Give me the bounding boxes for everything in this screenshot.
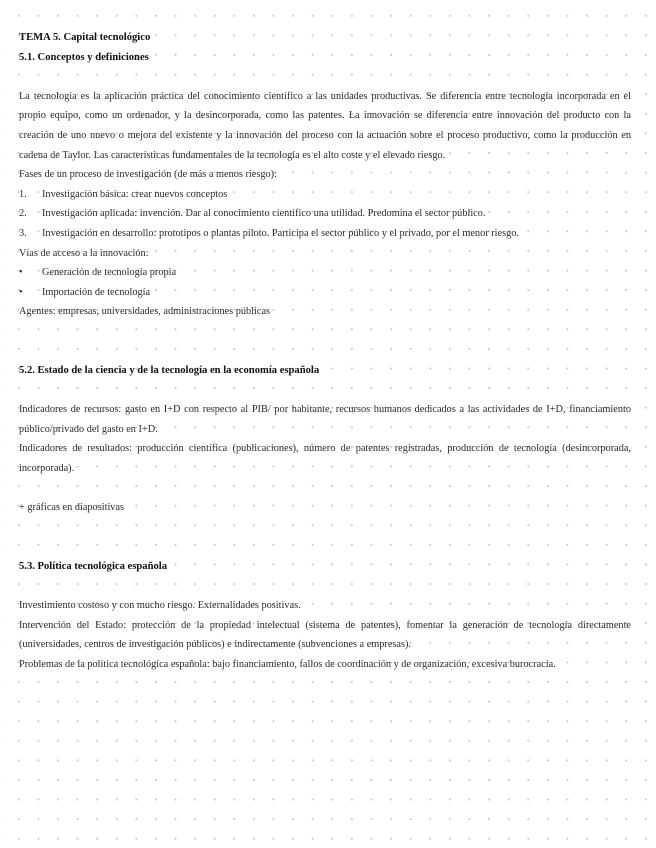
section-1-intro: La tecnología es la aplicación práctica del conocimiento científico a las unidades productivas. Se diferencia entre tecnología incorporada en el propio equipo, como un ordenador, y la desincorporada, como las patentes. La innovación se diferencia entre innovación del producto con la creación de uno nuevo o mejora del existente y la innovación del proceso con la actuación sobre el proceso productivo, como la producción en cadena de Taylor. Las características fundamentales de la tecnología es el alto coste y el elevado riesgo. (19, 90, 631, 161)
list-item (19, 204, 631, 224)
section-2-paragraph-1: Indicadores de recursos: gasto en I+D con respecto al PIB/ por habitante, recursos humanos dedicados a las actividades de I+D, financiamiento público/privado del gasto en I+D. (19, 404, 631, 435)
section-3-heading: 5.3. Política tecnológica española (19, 561, 168, 573)
document-title: TEMA 5. Capital tecnológico (19, 32, 151, 43)
spacer (19, 67, 631, 87)
section-3-paragraph-3: Problemas de la política tecnológica española: bajo financiamiento, fallos de coordinación y de organización, excesiva burocracia. (19, 659, 556, 670)
list-marker: 3. (19, 227, 27, 239)
list-marker: 2. (19, 208, 27, 220)
phases-list (19, 185, 631, 244)
bullet-icon: • (19, 286, 23, 298)
access-label: Vías de acceso a la innovación: (19, 247, 149, 259)
agents-line: Agentes: empresas, universidades, administraciones públicas (19, 306, 271, 318)
list-item-text: Importación de tecnología (42, 286, 151, 298)
phases-label: Fases de un proceso de investigación (de más a menos riesgo): (19, 169, 277, 181)
list-item (19, 185, 631, 205)
spacer (19, 381, 631, 401)
list-item-text: Generación de tecnología propia (42, 267, 177, 279)
section-3-paragraph-1: Investimiento costoso y con mucho riesgo. Externalidades positivas. (19, 600, 301, 612)
list-item (19, 263, 631, 283)
list-item-text: Investigación en desarrollo: prototipos o plantas piloto. Participa el sector público y el privado, por el menor riesgo. (42, 227, 519, 239)
list-item-text: Investigación aplicada: invención. Dar al conocimiento científico una utilidad. Predomina el sector público. (42, 208, 486, 220)
section-2-note: + gráficas en diapositivas (19, 502, 125, 514)
section-2-paragraph-2: Indicadores de resultados: producción científica (publicaciones), número de patentes registradas, producción de tecnología (desincorporada, incorporada). (19, 443, 631, 475)
access-list (19, 263, 631, 302)
section-3-paragraph-2: Intervención del Estado: protección de la propiedad intelectual (sistema de patentes), fomentar la generación de tecnología directamente (universidades, centros de investigación públicos) e indirectamente (subvenciones a empresas). (19, 619, 631, 651)
spacer (19, 577, 631, 597)
list-marker: 1. (19, 188, 27, 200)
spacer (19, 518, 631, 557)
bullet-icon: • (19, 267, 23, 279)
list-item (19, 283, 631, 303)
section-2-heading: 5.2. Estado de la ciencia y de la tecnología en la economía española (19, 365, 320, 377)
spacer (19, 322, 631, 361)
list-item-text: Investigación básica: crear nuevos conceptos (42, 188, 228, 200)
section-1-heading: 5.1. Conceptos y definiciones (19, 51, 149, 63)
document-body (19, 28, 631, 675)
spacer (19, 479, 631, 499)
list-item (19, 224, 631, 244)
